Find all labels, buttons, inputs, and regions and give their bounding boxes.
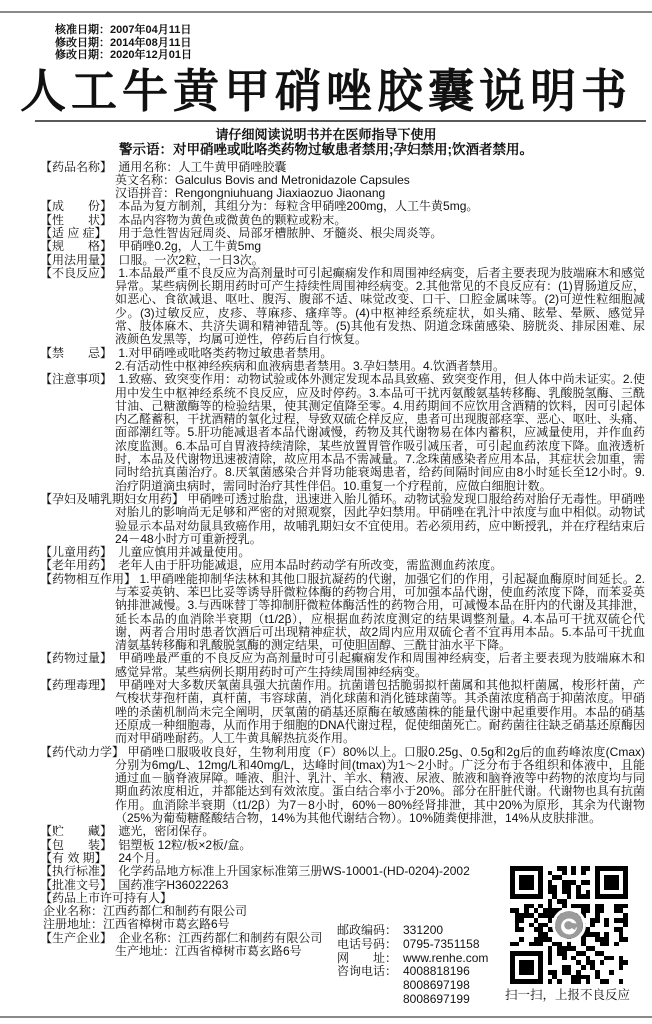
section-line: 汉语拼音：Rengongniuhuang Jiaxiaozuo Jiaonang — [115, 186, 386, 201]
section-line: 1.致癌、致突变作用：动物试验或体外测定发现本品具致癌、致突变作用，但人体中尚未证实。2.使用中发生中枢神经系统不良反应，应及时停药。3.本品可干扰丙氨酸氨基转移酶、乳酸脱氢酶、三酰甘油、己糖激酶等的检验结果，使其测定值降至零。4.用药期间不应饮用含酒精的饮料，因可引起体内乙醛蓄积，干扰酒精的氧化过程，导致双硫仑样反应，患者可出现腹部痉挛、恶心、呕吐、头痛、面部潮红等。5.肝功能减退者本品代谢减慢，药物及其代谢物易在体内蓄积，应减量使用，并作血药浓度监测。6.本品可自胃液持续清除，某些放置胃管作吸引减压者，可引起血药浓度下降。血液透析时，本品及代谢物迅速被清除，故应用本品不需减量。7.念珠菌感染者应用本品，其症状会加重，需同时给抗真菌治疗。8.厌氧菌感染合并肾功能衰竭患者，给药间隔时间应由8小时延长至12小时。9.治疗阴道滴虫病时，需同时治疗其性伴侣。10.重复一个疗程前，应做白细胞计数。 — [115, 372, 645, 493]
contact-value: 8008697198 — [403, 978, 470, 993]
section — [40, 573, 645, 653]
section-line: 甲硝唑最严重的不良反应为高剂量时可引起癫痫发作和周围神经病变，后者主要表现为肢端麻木和感觉异常。某些病例长期用药时可产生持续周围神经病变。 — [115, 651, 645, 679]
section-label: 【用法用量】 — [40, 252, 113, 267]
section — [40, 373, 645, 493]
section-line: 老年人由于肝功能减退，应用本品时药动学有所改变，需监测血药浓度。 — [118, 558, 503, 573]
contact-value: 0795-7351158 — [403, 936, 480, 951]
contact-row — [337, 979, 488, 993]
section-line: 甲硝唑可透过胎盘，迅速进入胎儿循环。动物试验发现口服给药对胎仔无毒性。甲硝唑对胎儿的影响尚无足够和严密的对照观察，因此孕妇禁用。甲硝唑在乳汁中浓度与血中相似。动物试验显示本品对幼鼠具致癌作用，故哺乳期妇女不宜使用。若必须用药，应中断授乳，并在疗程结束后24－48小时方可重新授乳。 — [115, 491, 645, 546]
section-line: 口服。一次2粒，一日3次。 — [118, 252, 264, 267]
qr-caption: 扫一扫，上报不良反应 — [505, 988, 631, 1002]
contact-value: 331200 — [403, 923, 444, 937]
section-line: 甲硝唑口服吸收良好，生物利用度（F）80%以上。口服0.25g、0.5g和2g后的血药峰浓度(Cmax)分别为6mg/L、12mg/L和40mg/L，达峰时间(tmax)为1～2小时。广泛分布于各组织和体液中，且能通过血－脑脊液屏障。唾液、胆汁、乳汁、羊水、精液、尿液、脓液和脑脊液等中药物的浓度均与同期血药浓度相近，并都能达到有效浓度。蛋白结合率小于20%。部分在肝脏代谢。代谢物也具有抗菌作用。血消除半衰期（t1/2β）为7－8小时，60%－80%经肾排泄，其中20%为原形，其余为代谢物（25%为葡萄糖醛酸结合物，14%为其他代谢结合物）。10%随粪便排泄，14%从皮肤排泄。 — [115, 744, 645, 826]
section-line: 24个月。 — [118, 850, 168, 865]
bottom-divider — [0, 1016, 652, 1018]
section — [40, 746, 645, 826]
section-line: 1.甲硝唑能抑制华法林和其他口服抗凝药的代谢，加强它们的作用，引起凝血酶原时间延长。2.与苯妥英钠、苯巴比妥等诱导肝微粒体酶的药物合用，可加强本品代谢，使血药浓度下降，而苯妥英钠排泄减慢。3.与西咪替丁等抑制肝微粒体酶活性的药物合用，可减慢本品在肝内的代谢及其排泄，延长本品的血消除半衰期（t1/2β），应根据血药浓度测定的结果调整剂量。4.本品可干扰双硫仑代谢，两者合用时患者饮酒后可出现精神症状，故2周内应用双硫仑者不宜再用本品。5.本品可干扰血清氨基转移酶和乳酸脱氢酶的测定结果，可使胆固醇、三酰甘油水平下降。 — [115, 571, 645, 653]
section-line: 儿童应慎用并减量使用。 — [118, 545, 251, 560]
page-title: 人工牛黄甲硝唑胶囊说明书 — [20, 64, 632, 117]
contact-value: 4008818196 — [403, 964, 470, 979]
contact-row — [337, 993, 488, 1007]
contact-value: 8008697199 — [403, 991, 470, 1006]
contact-label: 邮政编码： — [337, 923, 398, 937]
qr-code — [510, 866, 628, 984]
date-line: 修改日期：2020年12月01日 — [55, 49, 192, 61]
section-label: 【生产企业】 — [40, 930, 113, 945]
section-label: 【药物相互作用】 — [40, 571, 137, 586]
contact-value: www.renhe.com — [403, 950, 489, 965]
section-label: 【成 份】 — [40, 199, 113, 214]
section-label: 【禁 忌】 — [40, 345, 113, 360]
section-line: 1.对甲硝唑或吡咯类药物过敏患者禁用。 — [118, 345, 333, 360]
title-divider — [35, 120, 646, 122]
section-label: 【药物过量】 — [40, 651, 113, 666]
section-label: 【不良反应】 — [40, 265, 113, 280]
section-label: 【规 格】 — [40, 239, 113, 254]
section-label: 【药品名称】 — [40, 159, 113, 174]
section-line: 生产地址：江西省樟树市葛玄路6号 — [115, 944, 302, 959]
section-label: 【老年用药】 — [40, 558, 113, 573]
contact-label: 网 址： — [337, 950, 398, 965]
section — [40, 240, 645, 253]
section — [40, 825, 645, 838]
section-line: 铝塑板 12粒/板×2板/盒。 — [118, 837, 252, 852]
section-line: 遮光，密闭保存。 — [118, 824, 215, 839]
section-line: 化学药品地方标准上升国家标准第三册WS-10001-(HD-0204)-2002 — [118, 864, 470, 879]
section-line: 企业名称：江西药都仁和制药有限公司 — [118, 930, 323, 945]
section-line: 英文名称：Galculus Bovis and Metronidazole Capsules — [115, 172, 410, 187]
section — [40, 839, 645, 852]
contact-label: 咨询电话： — [337, 964, 398, 979]
section — [40, 200, 645, 213]
section-line: 本品内容物为黄色或微黄色的颗粒或粉末。 — [118, 212, 347, 227]
date-line: 修改日期：2014年08月11日 — [55, 36, 192, 49]
section — [40, 652, 645, 679]
section — [40, 267, 645, 347]
section — [40, 161, 645, 201]
section-label: 【包 装】 — [40, 837, 113, 852]
contact-block — [337, 924, 488, 1007]
section-line: 企业名称：江西药都仁和制药有限公司 — [43, 904, 248, 919]
warning-statement: 警示语：对甲硝唑或吡咯类药物过敏患者禁用;孕妇禁用;饮酒者禁用。 — [119, 141, 533, 157]
top-divider — [0, 11, 652, 13]
sections-list — [0, 161, 652, 959]
section — [40, 679, 645, 745]
section-line: 甲硝唑对大多数厌氧菌具强大抗菌作用。抗菌谱包括脆弱拟杆菌属和其他拟杆菌属，梭形杆菌，产气梭状芽孢杆菌，真杆菌，韦容球菌，消化球菌和消化链球菌等。其杀菌浓度稍高于抑菌浓度。甲硝唑的杀菌机制尚未完全阐明，厌氧菌的硝基还原酶在敏感菌株的能量代谢中起重要作用。本品的硝基还原成一种细胞毒，从而作用于细胞的DNA代谢过程，促使细菌死亡。耐药菌往往缺乏硝基还原酶因而对甲硝唑耐药。人工牛黄具解热抗炎作用。 — [115, 678, 645, 746]
section-label: 【注意事项】 — [40, 372, 113, 387]
section — [40, 559, 645, 572]
section-label: 【适 应 症】 — [40, 225, 107, 240]
read-notice: 请仔细阅读说明书并在医师指导下使用 — [215, 126, 437, 142]
section-line: 国药准字H36022263 — [118, 877, 229, 892]
contact-row — [337, 965, 488, 979]
section-label: 【贮 藏】 — [40, 824, 113, 839]
section-label: 【性 状】 — [40, 212, 113, 227]
contact-row — [337, 924, 488, 938]
section-line: 甲硝唑0.2g，人工牛黄5mg — [118, 239, 262, 254]
section-label: 【药品上市许可持有人】 — [40, 890, 173, 905]
section-label: 【执行标准】 — [40, 864, 113, 879]
section-label: 【孕妇及哺乳期妇女用药】 — [40, 491, 185, 506]
section-line: 本品为复方制剂，其组分为：每粒含甲硝唑200mg，人工牛黄5mg。 — [118, 199, 479, 214]
section — [40, 493, 645, 546]
contact-row — [337, 938, 488, 952]
date-line: 核准日期：2007年04月11日 — [55, 24, 192, 36]
section-label: 【药代动力学】 — [40, 744, 125, 759]
section-line: 注册地址：江西省樟树市葛玄路6号 — [43, 917, 230, 932]
section-label: 【有 效 期】 — [40, 850, 107, 865]
section-line: 用于急性智齿冠周炎、局部牙槽脓肿、牙髓炎、根尖周炎等。 — [118, 225, 443, 240]
section — [40, 254, 645, 267]
renhe-logo-icon — [552, 908, 586, 942]
section-label: 【批准文号】 — [40, 877, 113, 892]
section-label: 【药理毒理】 — [40, 678, 113, 693]
contact-label: 电话号码： — [337, 936, 398, 951]
section — [40, 214, 645, 227]
approval-dates — [55, 24, 652, 62]
section-line: 通用名称：人工牛黄甲硝唑胶囊 — [118, 159, 287, 174]
section-line: 1.本品最严重不良反应为高剂量时可引起癫痫发作和周围神经病变，后者主要表现为肢端麻木和感觉异常。某些病例长期用药时可产生持续性周围神经病变。2.其他常见的不良反应有：(1)胃肠道反应，如恶心、食欲减退、呕吐、腹泻、腹部不适、味觉改变、口干、口腔金属味等。(2)可逆性粒细胞减少。(3)过敏反应，皮疹、荨麻疹、瘙痒等。(4)中枢神经系统症状，如头痛、眩晕、晕厥、感觉异常、肢体麻木、共济失调和精神错乱等。(5)其他有发热、阴道念珠菌感染、膀胱炎、排尿困难、尿液颜色发黑等，均属可逆性，停药后自行恢复。 — [115, 265, 645, 347]
section-line: 2.有活动性中枢神经疾病和血液病患者禁用。3.孕妇禁用。4.饮酒者禁用。 — [115, 358, 506, 373]
section — [40, 347, 645, 374]
section-label: 【儿童用药】 — [40, 545, 113, 560]
